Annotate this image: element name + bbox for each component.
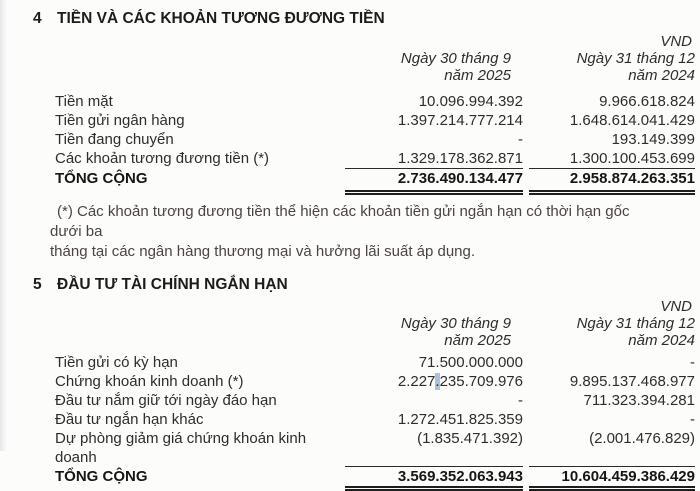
value-2024: -: [690, 354, 695, 371]
table-row: [0, 111, 700, 130]
currency-unit-label: VND: [660, 298, 692, 315]
total-value-2025: 2.736.490.134.477: [345, 169, 523, 195]
section-heading: [0, 9, 700, 28]
value-2025: 71.500.000.000: [418, 354, 523, 371]
row-label: Đầu tư nắm giữ tới ngày đáo hạn: [55, 392, 277, 409]
value-2024: -: [690, 411, 695, 428]
total-value-2024: 10.604.459.386.429: [529, 467, 695, 491]
total-value-2024: 2.958.874.263.351: [529, 169, 695, 195]
section-title: TIỀN VÀ CÁC KHOẢN TƯƠNG ĐƯƠNG TIỀN: [57, 10, 385, 27]
footnote-line-2: tháng tại các ngân hàng thương mại và hưởng lãi suất áp dụng.: [50, 243, 476, 260]
section-short-term-investments: [0, 275, 700, 491]
row-label: Các khoản tương đương tiền (*): [55, 150, 270, 167]
value-2025: 1.397.214.777.214: [397, 112, 523, 129]
section-cash-equivalents: [0, 9, 700, 262]
selection-highlight: .: [435, 373, 440, 390]
value-2024: 1.648.614.041.429: [569, 112, 695, 129]
value-2024: 711.323.394.281: [583, 392, 695, 409]
column-header-date-1: Ngày 30 tháng 9 năm 2025: [400, 50, 511, 84]
investments-table: [0, 353, 700, 491]
value-2025: 2.227.235.709.976: [397, 373, 523, 390]
table-row: [0, 130, 700, 149]
value-2024: (2.001.476.829): [529, 429, 695, 467]
section-title: ĐẦU TƯ TÀI CHÍNH NGẮN HẠN: [57, 276, 288, 293]
value-2024: 193.149.399: [611, 131, 695, 148]
value-2025: -: [518, 131, 523, 148]
row-label: Tiền mặt: [55, 93, 113, 110]
row-label: Đầu tư ngắn hạn khác: [55, 411, 204, 428]
value-2024: 9.966.618.824: [599, 93, 695, 110]
row-label: Tiền gửi có kỳ hạn: [55, 354, 178, 371]
column-header-date-2: Ngày 31 tháng 12 năm 2024: [576, 315, 695, 349]
footnote-line-1: (*) Các khoản tương đương tiền thể hiện các khoản tiền gửi ngắn hạn có thời hạn gốc dưới ba: [50, 203, 630, 240]
value-2025: 1.272.451.825.359: [397, 411, 523, 428]
footnote: [0, 202, 700, 262]
section-heading: [0, 275, 700, 294]
total-label: TỔNG CỘNG: [55, 170, 148, 187]
cash-table: [0, 92, 700, 195]
total-row: [0, 169, 700, 195]
table-row: [0, 429, 700, 467]
row-label: Tiền gửi ngân hàng: [55, 112, 185, 129]
section-number: 4: [33, 10, 42, 27]
total-label: TỔNG CỘNG: [55, 468, 148, 485]
value-2025: (1.835.471.392): [345, 429, 523, 467]
column-headers: [0, 315, 700, 349]
row-label: Dự phòng giảm giá chứng khoán kinh doanh: [55, 430, 307, 466]
table-row: [0, 372, 700, 391]
value-2025: 1.329.178.362.871: [345, 149, 523, 169]
currency-unit-row: [0, 298, 700, 315]
currency-unit-label: VND: [660, 33, 692, 50]
total-value-2025: 3.569.352.063.943: [345, 467, 523, 491]
value-2024: 1.300.100.453.699: [529, 149, 695, 169]
table-row: [0, 149, 700, 169]
section-number: 5: [33, 276, 42, 293]
table-row: [0, 353, 700, 372]
table-row: [0, 391, 700, 410]
column-headers: [0, 50, 700, 84]
row-label: Chứng khoán kinh doanh (*): [55, 373, 244, 390]
currency-unit-row: [0, 33, 700, 50]
column-header-date-1: Ngày 30 tháng 9 năm 2025: [400, 315, 511, 349]
table-row: [0, 92, 700, 111]
row-label: Tiền đang chuyển: [55, 131, 174, 148]
column-header-date-2: Ngày 31 tháng 12 năm 2024: [576, 50, 695, 84]
value-2025: 10.096.994.392: [418, 93, 523, 110]
value-2024: 9.895.137.468.977: [569, 373, 695, 390]
table-row: [0, 410, 700, 429]
value-2025: -: [518, 392, 523, 409]
total-row: [0, 467, 700, 491]
